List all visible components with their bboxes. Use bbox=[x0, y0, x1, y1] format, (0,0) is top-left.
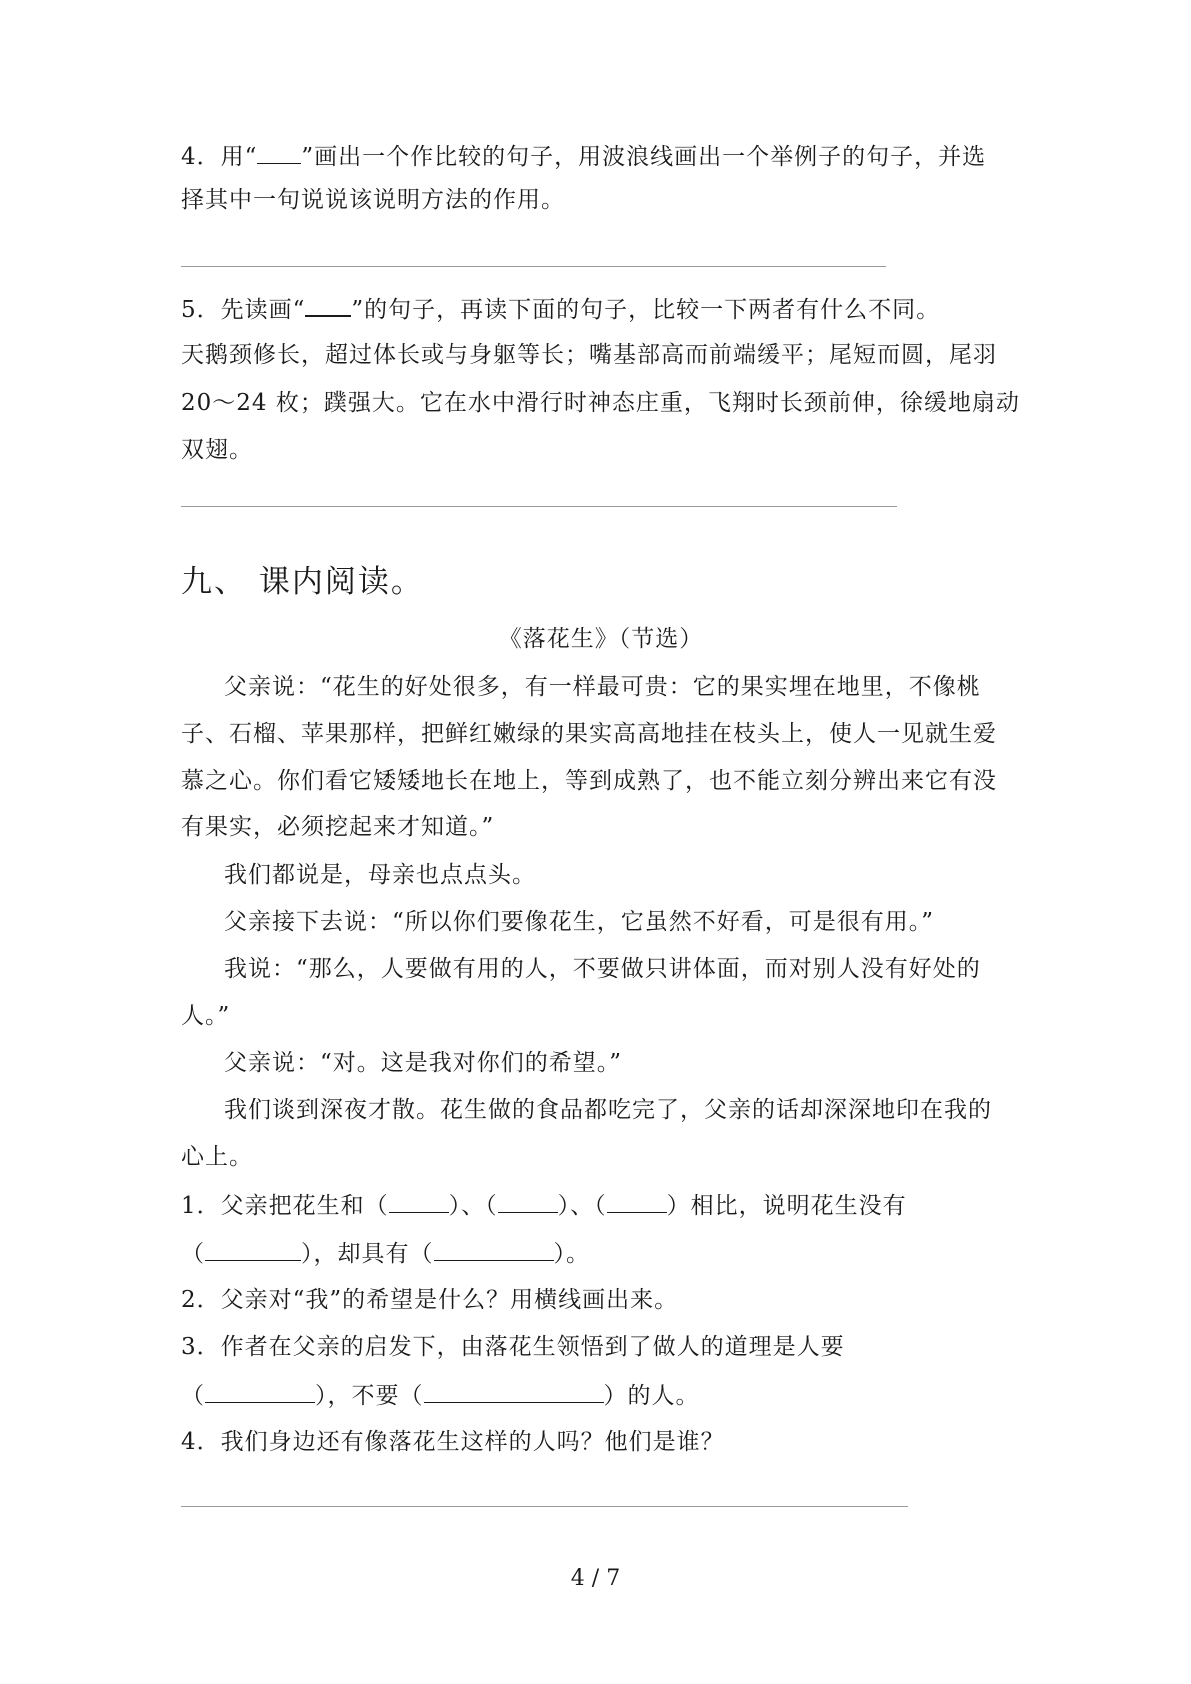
q1-blank-4[interactable] bbox=[205, 1238, 301, 1261]
q1-text: 1．父亲把花生和（ bbox=[181, 1193, 389, 1219]
passage-title: 《落花生》（节选） bbox=[498, 626, 704, 652]
q4-blank bbox=[257, 141, 301, 164]
passage-line: 父亲说：“花生的好处很多，有一样最可贵：它的果实埋在地里，不像桃 bbox=[224, 674, 981, 700]
q5-para-line: 20～24 枚；蹼强大。它在水中滑行时神态庄重，飞翔时长颈前伸，徐缓地扇动 bbox=[181, 390, 1020, 416]
q4-text-a: 4．用“ bbox=[181, 144, 258, 170]
question-3-line-1: 3．作者在父亲的启发下，由落花生领悟到了做人的道理是人要 bbox=[181, 1334, 845, 1360]
q1-blank-1[interactable] bbox=[389, 1190, 449, 1213]
page-number: 4 / 7 bbox=[570, 1566, 621, 1591]
q5-text-b: ”的句子，再读下面的句子，比较一下两者有什么不同。 bbox=[351, 297, 941, 323]
q3-text: （ bbox=[181, 1383, 205, 1409]
passage-line: 父亲接下去说：“所以你们要像花生，它虽然不好看，可是很有用。” bbox=[224, 909, 935, 935]
passage-line: 子、石榴、苹果那样，把鲜红嫩绿的果实高高地挂在枝头上，使人一见就生爱 bbox=[181, 721, 997, 747]
q4-answer-line[interactable] bbox=[181, 266, 886, 267]
q3-text: ），不要（ bbox=[315, 1383, 424, 1409]
section-heading: 九、 课内阅读。 bbox=[181, 564, 424, 600]
q1-text: （ bbox=[181, 1241, 205, 1267]
q3-blank-1[interactable] bbox=[205, 1380, 315, 1403]
q1-blank-5[interactable] bbox=[434, 1238, 554, 1261]
q5-answer-line[interactable] bbox=[181, 506, 897, 507]
passage-line: 我说：“那么，人要做有用的人，不要做只讲体面，而对别人没有好处的 bbox=[224, 956, 981, 982]
q3-text: ）的人。 bbox=[603, 1383, 700, 1409]
q1-text: ），却具有（ bbox=[301, 1241, 434, 1267]
q4-text-b: ”画出一个作比较的句子，用波浪线画出一个举例子的句子，并选 bbox=[301, 144, 987, 170]
q1-text: ）、（ bbox=[557, 1193, 607, 1219]
q4-line-1 bbox=[181, 141, 1021, 172]
passage-line: 有果实，必须挖起来才知道。” bbox=[181, 814, 495, 840]
q3-blank-2[interactable] bbox=[424, 1380, 604, 1403]
q5-text-a: 5．先读画“ bbox=[181, 297, 306, 323]
q1-blank-3[interactable] bbox=[607, 1190, 667, 1213]
q4-section9-answer-line[interactable] bbox=[181, 1506, 908, 1507]
q1-text: ）相比，说明花生没有 bbox=[666, 1193, 907, 1219]
question-1-line-1 bbox=[181, 1190, 1021, 1221]
q5-para-line: 双翅。 bbox=[181, 437, 253, 463]
passage-line: 心上。 bbox=[181, 1144, 253, 1170]
question-3-line-2 bbox=[181, 1380, 1021, 1411]
passage-line: 我们谈到深夜才散。花生做的食品都吃完了，父亲的话却深深地印在我的 bbox=[224, 1097, 992, 1123]
q1-text: ）。 bbox=[553, 1241, 590, 1267]
q5-line-1 bbox=[181, 293, 1021, 325]
passage-line: 我们都说是，母亲也点点头。 bbox=[224, 862, 536, 888]
passage-line: 人。” bbox=[181, 1003, 231, 1029]
q4-line-2: 择其中一句说说该说明方法的作用。 bbox=[181, 187, 565, 213]
passage-line: 父亲说：“对。这是我对你们的希望。” bbox=[224, 1050, 623, 1076]
q5-blank bbox=[305, 293, 351, 317]
q1-text: ）、（ bbox=[448, 1193, 498, 1219]
q1-blank-2[interactable] bbox=[498, 1190, 558, 1213]
question-1-line-2 bbox=[181, 1238, 1021, 1269]
question-4: 4．我们身边还有像落花生这样的人吗？他们是谁？ bbox=[181, 1429, 725, 1455]
q5-para-line: 天鹅颈修长，超过体长或与身躯等长；嘴基部高而前端缓平；尾短而圆，尾羽 bbox=[181, 342, 997, 368]
passage-line: 慕之心。你们看它矮矮地长在地上，等到成熟了，也不能立刻分辨出来它有没 bbox=[181, 768, 997, 794]
question-2: 2．父亲对“我”的希望是什么？用横线画出来。 bbox=[181, 1287, 679, 1313]
